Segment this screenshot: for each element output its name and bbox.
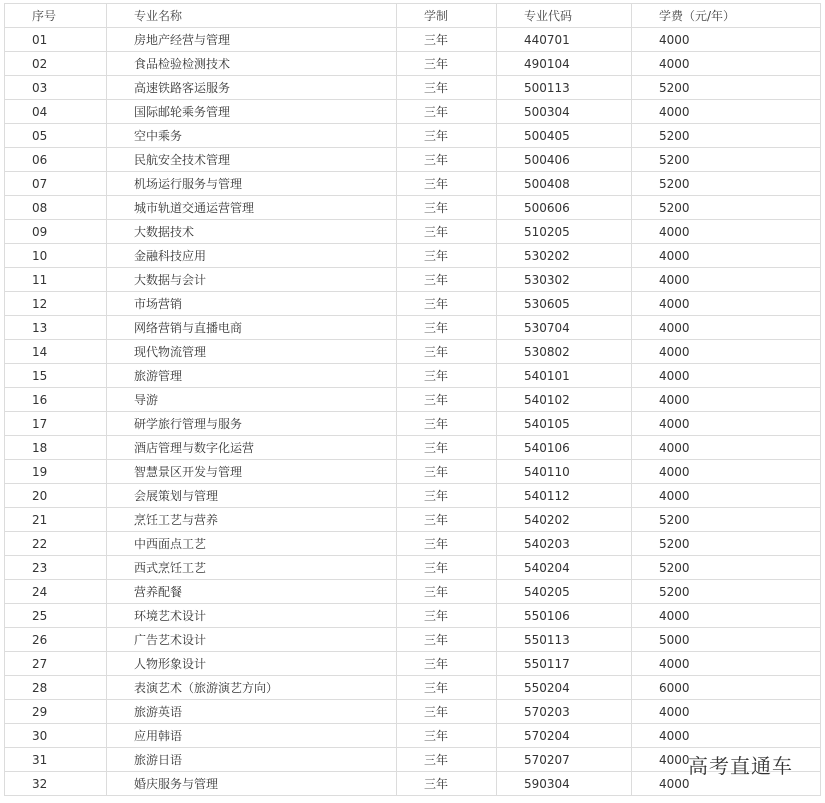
cell-index: 17	[5, 412, 107, 436]
cell-major-name: 空中乘务	[107, 124, 397, 148]
table-row	[5, 436, 821, 460]
cell-major-name: 食品检验检测技术	[107, 52, 397, 76]
table-row	[5, 340, 821, 364]
table-row	[5, 676, 821, 700]
cell-major-code: 490104	[497, 52, 632, 76]
cell-major-name: 房地产经营与管理	[107, 28, 397, 52]
cell-index: 06	[5, 148, 107, 172]
cell-duration: 三年	[397, 580, 497, 604]
cell-index: 10	[5, 244, 107, 268]
cell-index: 16	[5, 388, 107, 412]
cell-duration: 三年	[397, 316, 497, 340]
cell-major-code: 540106	[497, 436, 632, 460]
cell-major-code: 500408	[497, 172, 632, 196]
cell-duration: 三年	[397, 652, 497, 676]
cell-duration: 三年	[397, 436, 497, 460]
cell-index: 08	[5, 196, 107, 220]
cell-major-code: 530302	[497, 268, 632, 292]
table-body	[5, 28, 821, 796]
table-row	[5, 52, 821, 76]
table-row	[5, 100, 821, 124]
cell-duration: 三年	[397, 412, 497, 436]
cell-major-name: 环境艺术设计	[107, 604, 397, 628]
table-row	[5, 532, 821, 556]
cell-tuition: 6000	[632, 676, 821, 700]
cell-tuition: 5200	[632, 580, 821, 604]
table-row	[5, 220, 821, 244]
cell-tuition: 5200	[632, 76, 821, 100]
cell-tuition: 4000	[632, 244, 821, 268]
cell-major-name: 营养配餐	[107, 580, 397, 604]
cell-index: 04	[5, 100, 107, 124]
cell-major-code: 500405	[497, 124, 632, 148]
cell-tuition: 4000	[632, 652, 821, 676]
table-header-row	[5, 4, 821, 28]
cell-tuition: 5200	[632, 532, 821, 556]
table-row	[5, 124, 821, 148]
cell-duration: 三年	[397, 388, 497, 412]
cell-major-name: 表演艺术（旅游演艺方向）	[107, 676, 397, 700]
cell-duration: 三年	[397, 364, 497, 388]
cell-major-name: 现代物流管理	[107, 340, 397, 364]
cell-major-code: 540102	[497, 388, 632, 412]
cell-tuition: 4000	[632, 724, 821, 748]
cell-major-code: 510205	[497, 220, 632, 244]
table-row	[5, 700, 821, 724]
cell-tuition: 4000	[632, 340, 821, 364]
cell-tuition: 4000	[632, 268, 821, 292]
cell-major-name: 城市轨道交通运营管理	[107, 196, 397, 220]
table-row	[5, 604, 821, 628]
cell-duration: 三年	[397, 772, 497, 796]
watermark-text: 高考直通车	[688, 754, 793, 778]
cell-duration: 三年	[397, 268, 497, 292]
cell-major-code: 530202	[497, 244, 632, 268]
cell-tuition: 4000	[632, 484, 821, 508]
cell-index: 20	[5, 484, 107, 508]
cell-index: 21	[5, 508, 107, 532]
cell-tuition: 4000	[632, 700, 821, 724]
cell-tuition: 4000	[632, 316, 821, 340]
cell-tuition: 5200	[632, 148, 821, 172]
cell-major-name: 网络营销与直播电商	[107, 316, 397, 340]
cell-major-name: 大数据技术	[107, 220, 397, 244]
cell-major-code: 500406	[497, 148, 632, 172]
cell-tuition: 4000	[632, 460, 821, 484]
cell-major-code: 500606	[497, 196, 632, 220]
cell-major-code: 540105	[497, 412, 632, 436]
cell-duration: 三年	[397, 532, 497, 556]
table-row	[5, 628, 821, 652]
cell-major-name: 高速铁路客运服务	[107, 76, 397, 100]
table-row	[5, 148, 821, 172]
cell-tuition: 4000	[632, 52, 821, 76]
majors-table	[4, 3, 821, 796]
cell-tuition: 4000	[632, 748, 821, 772]
cell-duration: 三年	[397, 604, 497, 628]
cell-duration: 三年	[397, 676, 497, 700]
cell-index: 28	[5, 676, 107, 700]
cell-index: 30	[5, 724, 107, 748]
table-row	[5, 484, 821, 508]
cell-tuition: 4000	[632, 100, 821, 124]
cell-major-code: 550106	[497, 604, 632, 628]
cell-duration: 三年	[397, 172, 497, 196]
cell-major-code: 550204	[497, 676, 632, 700]
cell-major-code: 550117	[497, 652, 632, 676]
cell-major-code: 570207	[497, 748, 632, 772]
cell-index: 25	[5, 604, 107, 628]
cell-index: 24	[5, 580, 107, 604]
cell-major-code: 590304	[497, 772, 632, 796]
cell-major-code: 540204	[497, 556, 632, 580]
cell-tuition: 4000	[632, 388, 821, 412]
table-row	[5, 388, 821, 412]
cell-index: 14	[5, 340, 107, 364]
table-row	[5, 76, 821, 100]
cell-duration: 三年	[397, 460, 497, 484]
cell-duration: 三年	[397, 76, 497, 100]
cell-index: 23	[5, 556, 107, 580]
cell-duration: 三年	[397, 244, 497, 268]
table-row	[5, 508, 821, 532]
cell-major-code: 540101	[497, 364, 632, 388]
cell-tuition: 4000	[632, 604, 821, 628]
cell-index: 18	[5, 436, 107, 460]
cell-duration: 三年	[397, 340, 497, 364]
cell-duration: 三年	[397, 748, 497, 772]
cell-duration: 三年	[397, 724, 497, 748]
cell-duration: 三年	[397, 700, 497, 724]
cell-major-name: 中西面点工艺	[107, 532, 397, 556]
table-row	[5, 196, 821, 220]
cell-index: 29	[5, 700, 107, 724]
cell-major-code: 550113	[497, 628, 632, 652]
cell-duration: 三年	[397, 292, 497, 316]
table-row	[5, 460, 821, 484]
cell-major-name: 大数据与会计	[107, 268, 397, 292]
cell-duration: 三年	[397, 220, 497, 244]
cell-tuition: 5200	[632, 556, 821, 580]
cell-major-name: 酒店管理与数字化运营	[107, 436, 397, 460]
cell-major-name: 烹饪工艺与营养	[107, 508, 397, 532]
cell-major-code: 540203	[497, 532, 632, 556]
cell-index: 22	[5, 532, 107, 556]
cell-tuition: 4000	[632, 412, 821, 436]
cell-major-code: 570203	[497, 700, 632, 724]
cell-tuition: 4000	[632, 292, 821, 316]
cell-major-name: 民航安全技术管理	[107, 148, 397, 172]
table-row	[5, 292, 821, 316]
cell-major-code: 540112	[497, 484, 632, 508]
cell-major-name: 金融科技应用	[107, 244, 397, 268]
cell-major-name: 国际邮轮乘务管理	[107, 100, 397, 124]
cell-duration: 三年	[397, 124, 497, 148]
cell-tuition: 4000	[632, 364, 821, 388]
header-major-name: 专业名称	[107, 4, 397, 28]
cell-major-code: 500113	[497, 76, 632, 100]
cell-tuition: 4000	[632, 772, 821, 796]
cell-index: 11	[5, 268, 107, 292]
table-row	[5, 556, 821, 580]
cell-major-name: 研学旅行管理与服务	[107, 412, 397, 436]
cell-index: 01	[5, 28, 107, 52]
cell-index: 19	[5, 460, 107, 484]
cell-major-name: 会展策划与管理	[107, 484, 397, 508]
cell-index: 02	[5, 52, 107, 76]
cell-tuition: 5200	[632, 172, 821, 196]
table-row	[5, 724, 821, 748]
cell-major-code: 570204	[497, 724, 632, 748]
cell-major-code: 530802	[497, 340, 632, 364]
cell-major-name: 婚庆服务与管理	[107, 772, 397, 796]
cell-tuition: 5200	[632, 196, 821, 220]
cell-tuition: 5200	[632, 124, 821, 148]
cell-tuition: 5000	[632, 628, 821, 652]
cell-major-code: 530704	[497, 316, 632, 340]
cell-index: 13	[5, 316, 107, 340]
cell-index: 07	[5, 172, 107, 196]
cell-major-name: 旅游英语	[107, 700, 397, 724]
cell-major-name: 人物形象设计	[107, 652, 397, 676]
cell-major-name: 西式烹饪工艺	[107, 556, 397, 580]
cell-major-name: 应用韩语	[107, 724, 397, 748]
table-row	[5, 364, 821, 388]
cell-index: 15	[5, 364, 107, 388]
header-major-code: 专业代码	[497, 4, 632, 28]
cell-major-name: 智慧景区开发与管理	[107, 460, 397, 484]
cell-major-code: 540110	[497, 460, 632, 484]
table-row	[5, 412, 821, 436]
cell-duration: 三年	[397, 28, 497, 52]
cell-duration: 三年	[397, 484, 497, 508]
cell-major-code: 540202	[497, 508, 632, 532]
table-row	[5, 652, 821, 676]
cell-major-code: 500304	[497, 100, 632, 124]
cell-index: 32	[5, 772, 107, 796]
cell-index: 26	[5, 628, 107, 652]
cell-index: 27	[5, 652, 107, 676]
cell-duration: 三年	[397, 52, 497, 76]
cell-duration: 三年	[397, 148, 497, 172]
cell-major-name: 广告艺术设计	[107, 628, 397, 652]
cell-index: 09	[5, 220, 107, 244]
cell-duration: 三年	[397, 196, 497, 220]
table-row	[5, 268, 821, 292]
cell-tuition: 4000	[632, 28, 821, 52]
cell-major-code: 540205	[497, 580, 632, 604]
cell-duration: 三年	[397, 628, 497, 652]
table-row	[5, 244, 821, 268]
cell-index: 05	[5, 124, 107, 148]
cell-duration: 三年	[397, 100, 497, 124]
cell-major-name: 旅游管理	[107, 364, 397, 388]
cell-major-name: 市场营销	[107, 292, 397, 316]
table-row	[5, 316, 821, 340]
cell-duration: 三年	[397, 508, 497, 532]
table-row	[5, 172, 821, 196]
cell-tuition: 4000	[632, 220, 821, 244]
cell-index: 03	[5, 76, 107, 100]
cell-tuition: 4000	[632, 436, 821, 460]
cell-major-code: 530605	[497, 292, 632, 316]
cell-duration: 三年	[397, 556, 497, 580]
table-row	[5, 580, 821, 604]
header-duration: 学制	[397, 4, 497, 28]
cell-tuition: 5200	[632, 508, 821, 532]
cell-major-code: 440701	[497, 28, 632, 52]
cell-major-name: 导游	[107, 388, 397, 412]
cell-index: 31	[5, 748, 107, 772]
header-tuition: 学费（元/年）	[632, 4, 821, 28]
cell-major-name: 机场运行服务与管理	[107, 172, 397, 196]
header-index: 序号	[5, 4, 107, 28]
cell-index: 12	[5, 292, 107, 316]
cell-major-name: 旅游日语	[107, 748, 397, 772]
table-row	[5, 28, 821, 52]
